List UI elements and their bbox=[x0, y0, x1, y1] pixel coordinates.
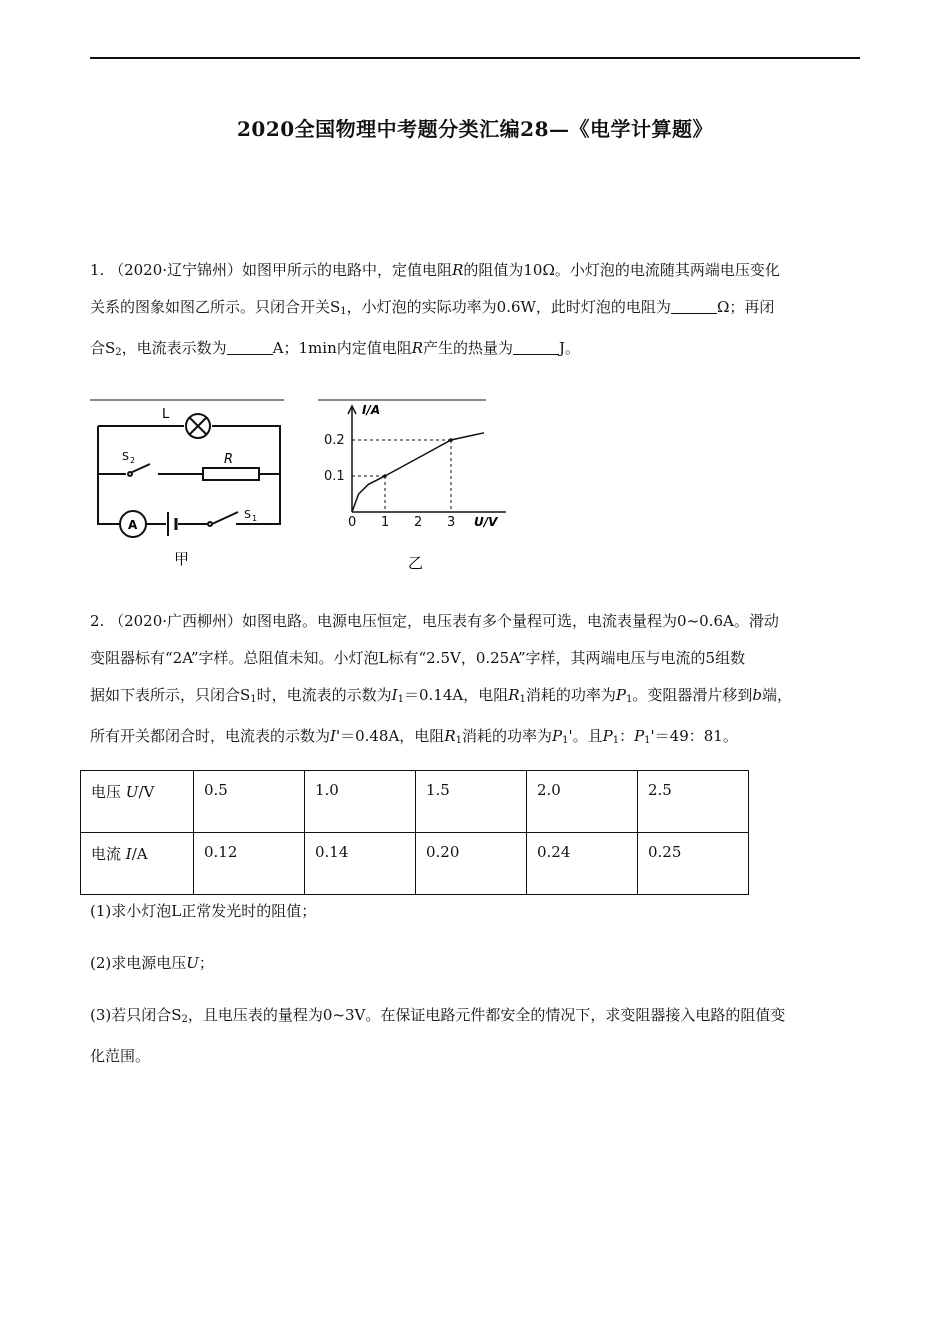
var-b: b bbox=[752, 686, 762, 704]
var-r: R bbox=[508, 686, 520, 704]
table-row bbox=[81, 771, 749, 833]
var-p: P bbox=[615, 686, 626, 704]
resistor-icon bbox=[203, 468, 259, 480]
table-header-cell: 电流 I/A bbox=[81, 833, 194, 895]
table-cell: 1.0 bbox=[305, 771, 416, 833]
x-tick-label: 2 bbox=[414, 515, 423, 530]
q1-text: 关系的图象如图乙所示。只闭合开关S bbox=[90, 298, 341, 316]
q1-text: A；1min内定值电阻 bbox=[272, 339, 412, 357]
var-p: P bbox=[552, 727, 563, 745]
var-i: I bbox=[391, 686, 398, 704]
sub-question-1: (1)求小灯泡L正常发光时的阻值； bbox=[90, 902, 317, 920]
page-title: 2020全国物理中考题分类汇编28—《电学计算题》 bbox=[237, 117, 713, 141]
q1-text: ，小灯泡的实际功率为0.6W，此时灯泡的电阻为 bbox=[346, 298, 671, 316]
q2-text: 消耗的功率为 bbox=[461, 727, 552, 745]
x-tick-label: 3 bbox=[447, 515, 456, 530]
q1-number: 1. bbox=[90, 261, 105, 279]
y-tick-label: 0.2 bbox=[324, 433, 345, 448]
y-tick-label: 0.1 bbox=[324, 469, 345, 484]
subscript: 1 bbox=[455, 735, 462, 746]
x-tick-label: 1 bbox=[381, 515, 390, 530]
header-rule bbox=[90, 57, 860, 59]
x-tick-label: 0 bbox=[348, 515, 357, 530]
q1-text: J。 bbox=[559, 339, 581, 357]
label-s1-sub: 1 bbox=[252, 514, 258, 523]
q2-text: ＝0.14A，电阻 bbox=[403, 686, 509, 704]
var-u: U bbox=[186, 954, 199, 972]
q-text: (3)若只闭合S bbox=[90, 1006, 182, 1024]
q-text: ，且电压表的量程为0~3V。在保证电路元件都安全的情况下，求变阻器接入电路的阻值变 bbox=[187, 1006, 786, 1024]
q1-text: ，电流表示数为 bbox=[121, 339, 227, 357]
q-text: ； bbox=[198, 954, 214, 972]
subscript: 1 bbox=[397, 694, 404, 705]
subscript: 1 bbox=[562, 735, 569, 746]
q1-text: Ω；再闭 bbox=[716, 298, 775, 316]
subscript: 1 bbox=[519, 694, 526, 705]
table-cell: 0.20 bbox=[416, 833, 527, 895]
q1-text: 的阻值为10Ω。小灯泡的电流随其两端电压变化 bbox=[463, 261, 780, 279]
subscript: 1 bbox=[644, 735, 651, 746]
q1-text: 产生的热量为 bbox=[423, 339, 514, 357]
table-cell: 0.12 bbox=[194, 833, 305, 895]
var-p: P bbox=[602, 727, 613, 745]
q1-text: 如图甲所示的电路中，定值电阻 bbox=[242, 261, 453, 279]
question-1 bbox=[90, 252, 860, 371]
var-r: R bbox=[444, 727, 456, 745]
q2-text: '。且 bbox=[568, 727, 603, 745]
table-cell: 2.0 bbox=[527, 771, 638, 833]
subscript: 1 bbox=[340, 306, 347, 317]
data-table bbox=[80, 770, 749, 895]
q2-text: 消耗的功率为 bbox=[525, 686, 616, 704]
y-axis-label: I/A bbox=[362, 403, 381, 417]
label-s2-sub: 2 bbox=[130, 456, 136, 465]
table-cell: 1.5 bbox=[416, 771, 527, 833]
subscript: 1 bbox=[626, 694, 633, 705]
q2-text: 。变阻器滑片移到 bbox=[632, 686, 753, 704]
q1-text: 合S bbox=[90, 339, 116, 357]
answer-blank[interactable] bbox=[671, 299, 717, 314]
subscript: 1 bbox=[250, 694, 257, 705]
q2-text: 据如下表所示，只闭合S bbox=[90, 686, 251, 704]
q2-text: '＝49：81。 bbox=[650, 727, 738, 745]
label-l: L bbox=[162, 407, 170, 422]
chart-caption: 乙 bbox=[408, 554, 424, 572]
table-cell: 0.5 bbox=[194, 771, 305, 833]
table-cell: 0.25 bbox=[638, 833, 749, 895]
q2-text: ： bbox=[619, 727, 635, 745]
q2-text: 端， bbox=[762, 686, 793, 704]
sub-question-3 bbox=[90, 997, 870, 1075]
label-s2: S bbox=[122, 450, 129, 463]
x-axis-label: U/V bbox=[474, 515, 498, 529]
sub-question-2 bbox=[90, 945, 870, 982]
q1-source: （2020·辽宁锦州） bbox=[109, 261, 243, 279]
subscript: 1 bbox=[612, 735, 620, 746]
table-header-cell: 电压 U/V bbox=[81, 771, 194, 833]
table-cell: 0.24 bbox=[527, 833, 638, 895]
q2-text: 变阻器标有“2A”字样。总阻值未知。小灯泡L标有“2.5V，0.25A”字样，其两端电压与电流的5组数 bbox=[90, 649, 746, 667]
q1-var-r: R bbox=[452, 261, 464, 279]
q2-text: 如图电路。电源电压恒定，电压表有多个量程可选，电流表量程为0~0.6A。滑动 bbox=[242, 612, 779, 630]
q-text: 化范围。 bbox=[90, 1047, 151, 1065]
q2-text: ＝0.48A，电阻 bbox=[340, 727, 445, 745]
series-line bbox=[352, 433, 484, 512]
iu-chart bbox=[316, 396, 516, 576]
table-cell: 2.5 bbox=[638, 771, 749, 833]
circuit-caption: 甲 bbox=[174, 550, 190, 568]
subscript: 2 bbox=[181, 1014, 188, 1025]
answer-blank[interactable] bbox=[227, 340, 273, 355]
answer-blank[interactable] bbox=[513, 340, 559, 355]
label-a: A bbox=[128, 518, 138, 532]
q2-number: 2. bbox=[90, 612, 105, 630]
q2-text: 所有开关都闭合时，电流表的示数为 bbox=[90, 727, 331, 745]
var-p: P bbox=[634, 727, 645, 745]
q2-text: 时，电流表的示数为 bbox=[256, 686, 392, 704]
table-cell: 0.14 bbox=[305, 833, 416, 895]
label-r: R bbox=[224, 452, 234, 467]
question-2 bbox=[90, 603, 860, 759]
q2-source: （2020·广西柳州） bbox=[109, 612, 243, 630]
subscript: 2 bbox=[115, 347, 122, 358]
label-s1: S bbox=[244, 508, 251, 521]
circuit-diagram bbox=[88, 392, 288, 572]
var-i-prime: I' bbox=[330, 727, 341, 745]
q-text: (2)求电源电压 bbox=[90, 954, 187, 972]
q1-var-r: R bbox=[411, 339, 424, 357]
table-row bbox=[81, 833, 749, 895]
